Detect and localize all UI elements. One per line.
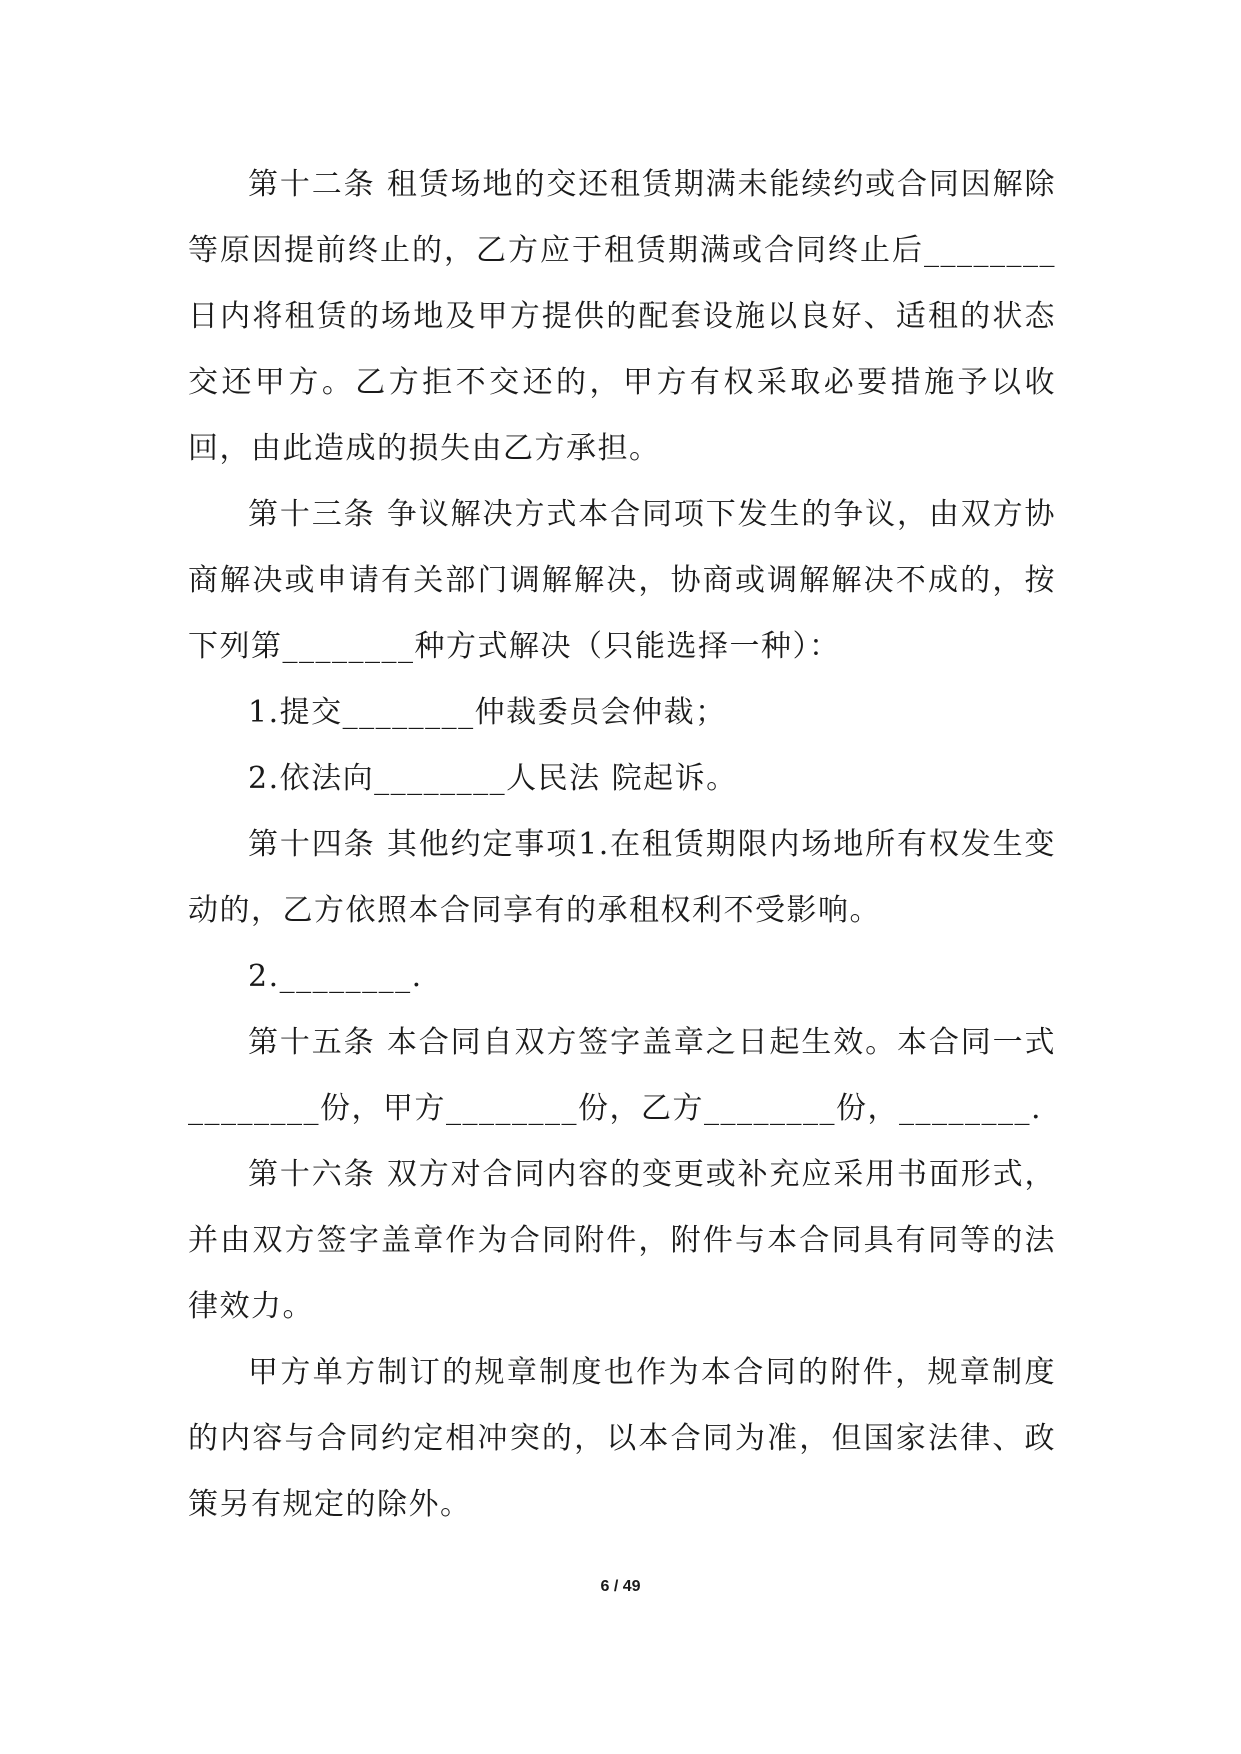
- article-14-paragraph: 第十四条 其他约定事项1.在租赁期限内场地所有权发生变动的，乙方依照本合同享有的承租权利不受影响。: [188, 827, 1056, 928]
- arbitration-option: 1.提交________仲裁委员会仲裁；: [248, 695, 727, 730]
- article-13-paragraph: 第十三条 争议解决方式本合同项下发生的争议，由双方协商解决或申请有关部门调解解决，协商或调解解决不成的，按下列第________种方式解决（只能选择一种）：: [188, 497, 1056, 664]
- page-number: 6 / 49: [600, 1578, 641, 1595]
- article-16-paragraph: 第十六条 双方对合同内容的变更或补充应采用书面形式，并由双方签字盖章作为合同附件，附件与本合同具有同等的法律效力。: [188, 1157, 1056, 1324]
- document-body: [188, 152, 1056, 1538]
- article-12-paragraph: 第十二条 租赁场地的交还租赁期满未能续约或合同因解除等原因提前终止的，乙方应于租赁期满或合同终止后________日内将租赁的场地及甲方提供的配套设施以良好、适租的状态交还甲方。乙方拒不交还的，甲方有权采取必要措施予以收回，由此造成的损失由乙方承担。: [188, 167, 1056, 466]
- article-14-item-2: 2.________.: [248, 959, 423, 994]
- litigation-option: 2.依法向________人民法 院起诉。: [248, 761, 738, 796]
- article-15-paragraph: 第十五条 本合同自双方签字盖章之日起生效。本合同一式________份，甲方________份，乙方________份，________.: [188, 1025, 1056, 1126]
- rules-attachment-paragraph: 甲方单方制订的规章制度也作为本合同的附件，规章制度的内容与合同约定相冲突的，以本合同为准，但国家法律、政策另有规定的除外。: [188, 1355, 1056, 1522]
